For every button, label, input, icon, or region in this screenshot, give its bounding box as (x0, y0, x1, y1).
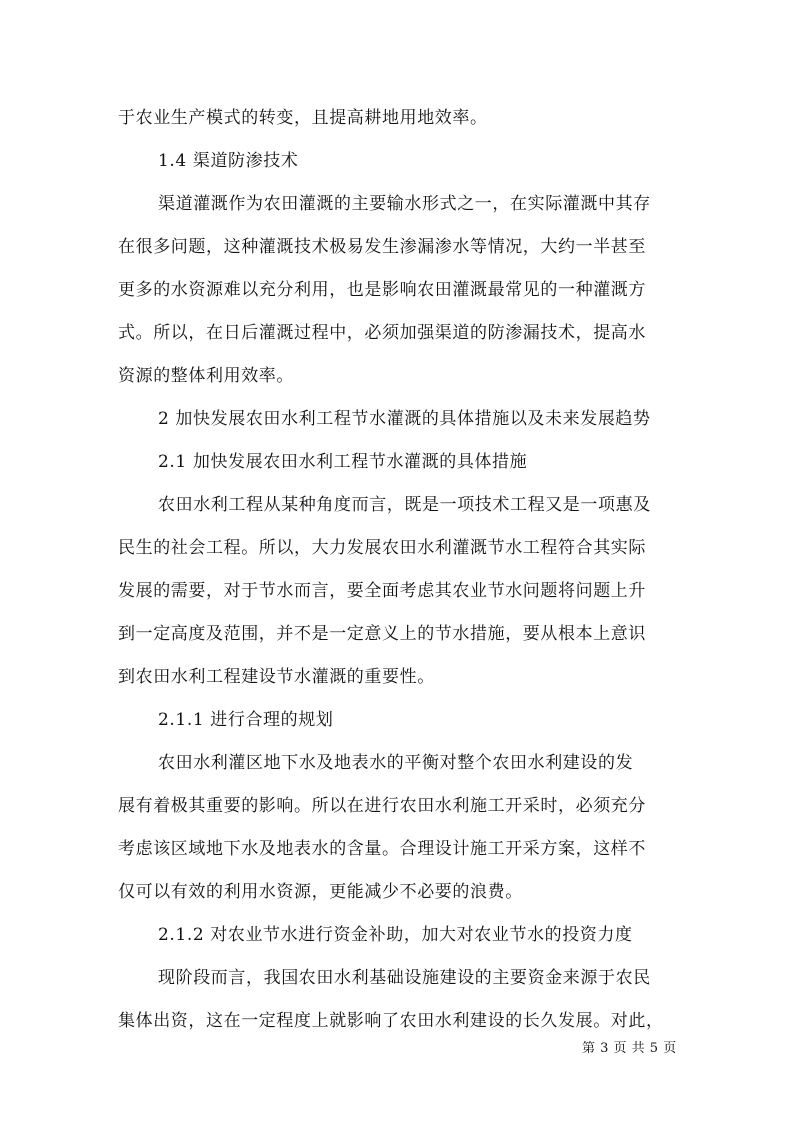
body-text-line: 民生的社会工程。所以，大力发展农田水利灌溉节水工程符合其实际 (118, 538, 646, 558)
section-heading: 2.1.2 对农业节水进行资金补助，加大对农业节水的投资力度 (158, 925, 633, 945)
body-text-line: 集体出资，这在一定程度上就影响了农田水利建设的长久发展。对此， (118, 1011, 664, 1031)
body-text-line: 发展的需要，对于节水而言，要全面考虑其农业节水问题将问题上升 (118, 581, 646, 601)
section-heading: 2.1 加快发展农田水利工程节水灌溉的具体措施 (158, 452, 528, 472)
body-text-line: 式。所以，在日后灌溉过程中，必须加强渠道的防渗漏技术，提高水 (118, 323, 646, 343)
body-text-line: 现阶段而言，我国农田水利基础设施建设的主要资金来源于农民 (158, 968, 651, 988)
body-text-line: 更多的水资源难以充分利用，也是影响农田灌溉最常见的一种灌溉方 (118, 280, 646, 300)
body-text-line: 到农田水利工程建设节水灌溉的重要性。 (118, 667, 435, 687)
page-number-footer: 第 3 页 共 5 页 (582, 1041, 677, 1056)
body-text-line: 资源的整体利用效率。 (118, 366, 294, 386)
body-text-line: 在很多问题，这种灌溉技术极易发生渗漏渗水等情况，大约一半甚至 (118, 237, 646, 257)
section-heading: 2 加快发展农田水利工程节水灌溉的具体措施以及未来发展趋势 (158, 409, 651, 429)
body-text-line: 仅可以有效的利用水资源，更能减少不必要的浪费。 (118, 882, 523, 902)
body-text-line: 农田水利工程从某种角度而言，既是一项技术工程又是一项惠及 (158, 495, 651, 515)
section-heading: 1.4 渠道防渗技术 (158, 151, 299, 171)
section-heading: 2.1.1 进行合理的规划 (158, 710, 334, 730)
body-text-line: 到一定高度及范围，并不是一定意义上的节水措施，要从根本上意识 (118, 624, 646, 644)
body-text-line: 展有着极其重要的影响。所以在进行农田水利施工开采时，必须充分 (118, 796, 646, 816)
body-text-line: 渠道灌溉作为农田灌溉的主要输水形式之一，在实际灌溉中其存 (158, 194, 651, 214)
body-text-line: 于农业生产模式的转变，且提高耕地用地效率。 (118, 108, 488, 128)
body-text-line: 考虑该区域地下水及地表水的含量。合理设计施工开采方案，这样不 (118, 839, 646, 859)
body-text-line: 农田水利灌区地下水及地表水的平衡对整个农田水利建设的发 (158, 753, 634, 773)
